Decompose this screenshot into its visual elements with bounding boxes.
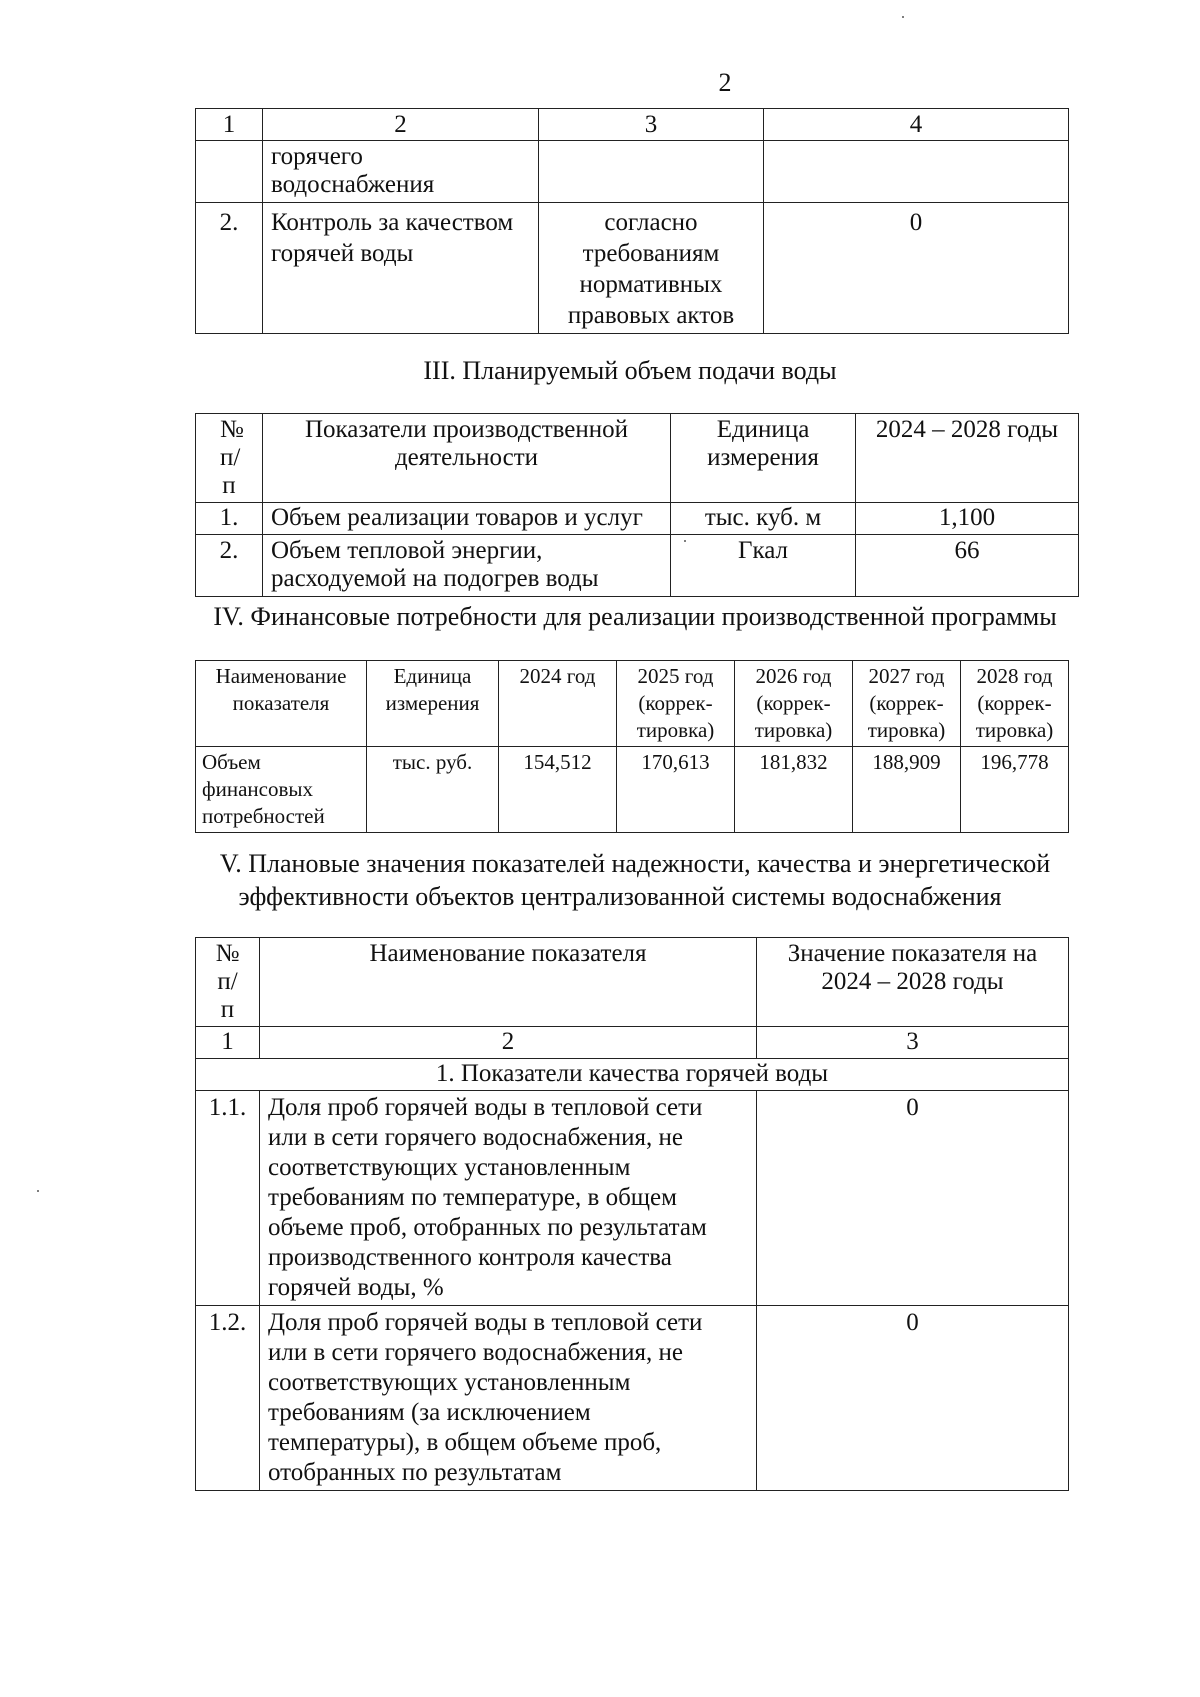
row-number: 1.2.: [196, 1306, 260, 1491]
value-2028: 196,778: [961, 747, 1069, 833]
header-cell: 2027 год (коррек-тировка): [853, 661, 961, 747]
header-cell: Единица измерения: [367, 661, 499, 747]
table-row: [196, 1306, 1069, 1491]
section-title: III. Планируемый объем подачи воды: [423, 356, 837, 385]
header-cell: 2025 год (коррек-тировка): [617, 661, 735, 747]
page-number: 2: [718, 68, 732, 97]
header-cell: № п/п: [196, 414, 263, 503]
header-cell: 2024 – 2028 годы: [856, 414, 1079, 503]
row-name: Доля проб горячей воды в тепловой сети или в сети горячего водоснабжения, не соответствующих установленным требованиям по температуре, в общем объеме проб, отобранных по результатам производственного контроля качества горячей воды, %: [260, 1091, 757, 1306]
row-number: 2.: [196, 203, 263, 334]
header-cell: 4: [764, 109, 1069, 141]
financial-needs-table: [195, 660, 1069, 833]
table-row: [196, 535, 1079, 597]
scan-speck: [684, 540, 686, 542]
row-unit: тыс. руб.: [367, 747, 499, 833]
row-value: 66: [856, 535, 1079, 597]
row-number: 1.1.: [196, 1091, 260, 1306]
header-cell: Значение показателя на 2024 – 2028 годы: [757, 938, 1069, 1027]
value-2025: 170,613: [617, 747, 735, 833]
row-unit: тыс. куб. м: [671, 503, 856, 535]
row-value: 0: [757, 1306, 1069, 1491]
group-title: 1. Показатели качества горячей воды: [196, 1059, 1069, 1091]
header-cell: Показатели производственной деятельности: [263, 414, 671, 503]
row-number: 1.: [196, 503, 263, 535]
table-header-row: [196, 661, 1069, 747]
table-header-row: [196, 414, 1079, 503]
value-2027: 188,909: [853, 747, 961, 833]
group-row: [196, 1059, 1069, 1091]
header-cell: 2026 год (коррек-тировка): [735, 661, 853, 747]
section-title-line-2: эффективности объектов централизованной системы водоснабжения: [238, 882, 1002, 911]
column-number: 3: [757, 1027, 1069, 1059]
row-method: [539, 141, 764, 203]
table-row: [196, 747, 1069, 833]
value-2026: 181,832: [735, 747, 853, 833]
value-2024: 154,512: [499, 747, 617, 833]
section-title: IV. Финансовые потребности для реализации производственной программы: [213, 602, 1057, 631]
row-name: Объем реализации товаров и услуг: [263, 503, 671, 535]
header-cell: 1: [196, 109, 263, 141]
header-cell: 2024 год: [499, 661, 617, 747]
column-number: 2: [260, 1027, 757, 1059]
row-number: [196, 141, 263, 203]
header-cell: № п/п: [196, 938, 260, 1027]
header-cell: 3: [539, 109, 764, 141]
row-value: 0: [757, 1091, 1069, 1306]
row-value: 1,100: [856, 503, 1079, 535]
table-row: [196, 203, 1069, 334]
header-cell: Единица измерения: [671, 414, 856, 503]
row-name: Контроль за качеством горячей воды: [263, 203, 539, 334]
table-header-row: [196, 938, 1069, 1027]
water-supply-table: [195, 413, 1079, 597]
continuation-table: [195, 108, 1069, 334]
row-name: Доля проб горячей воды в тепловой сети или в сети горячего водоснабжения, не соответствующих установленным требованиям (за исключением температуры), в общем объеме проб, отобранных по результатам: [260, 1306, 757, 1491]
column-number-row: [196, 1027, 1069, 1059]
table-header-row: [196, 109, 1069, 141]
row-name: Объем финансовых потребностей: [196, 747, 367, 833]
row-unit: Гкал: [671, 535, 856, 597]
column-number: 1: [196, 1027, 260, 1059]
row-value: 0: [764, 203, 1069, 334]
header-cell: 2: [263, 109, 539, 141]
table-row: [196, 1091, 1069, 1306]
scan-speck: [902, 16, 904, 18]
row-number: 2.: [196, 535, 263, 597]
header-cell: 2028 год (коррек-тировка): [961, 661, 1069, 747]
section-title-line-1: V. Плановые значения показателей надежности, качества и энергетической: [219, 849, 1051, 878]
row-name: горячего водоснабжения: [263, 141, 539, 203]
header-cell: Наименование показателя: [196, 661, 367, 747]
header-cell: Наименование показателя: [260, 938, 757, 1027]
row-name: Объем тепловой энергии, расходуемой на подогрев воды: [263, 535, 671, 597]
row-value: [764, 141, 1069, 203]
scan-speck: [37, 1190, 39, 1192]
row-method: согласно требованиям нормативных правовых актов: [539, 203, 764, 334]
table-row: [196, 503, 1079, 535]
table-row: [196, 141, 1069, 203]
indicators-table: [195, 937, 1069, 1491]
